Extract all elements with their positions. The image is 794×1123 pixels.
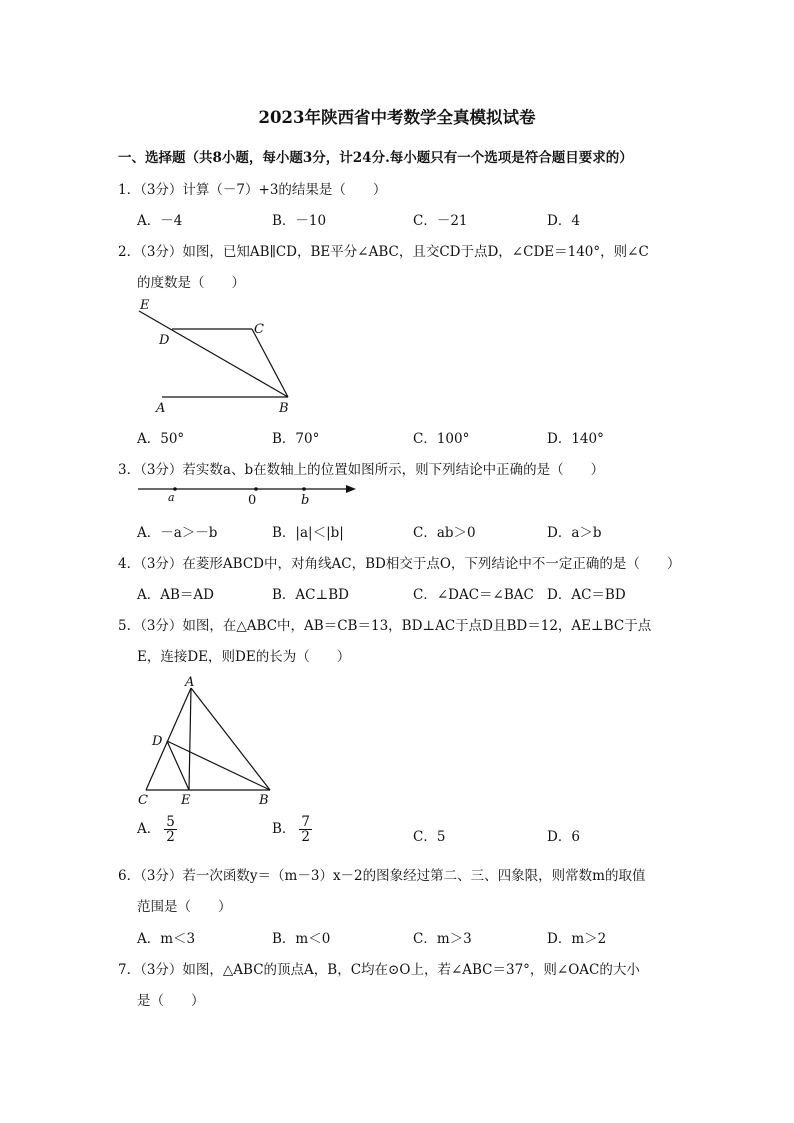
- q1-option-b: B．－10: [272, 213, 327, 229]
- q5-label-c: C: [138, 793, 148, 808]
- q3-option-a: A．－a＞－b: [137, 525, 218, 541]
- q2-label-a: A: [156, 401, 166, 416]
- q2-option-b: B．70°: [272, 431, 320, 447]
- q4-option-b: B．AC⊥BD: [272, 587, 349, 603]
- q6-option-c: C．m＞3: [413, 931, 472, 947]
- question-3-text: 3．（3分）若实数a、b在数轴上的位置如图所示，则下列结论中正确的是（ ）: [118, 462, 605, 478]
- q3-label-zero: 0: [248, 493, 257, 508]
- q5-segment-DE: [167, 741, 189, 790]
- q5-label-d: D: [152, 734, 163, 749]
- question-1-text: 1．（3分）计算（－7）+3的结果是（ ）: [118, 182, 387, 198]
- q5-option-b-numerator: 7: [301, 814, 311, 830]
- q5-option-a-denominator: 2: [166, 829, 175, 846]
- question-7-line-1: 7．（3分）如图，△ABC的顶点A，B，C均在⊙O上，若∠ABC＝37°，则∠OAC的大小: [118, 962, 640, 978]
- question-2-line-2: 的度数是（ ）: [137, 275, 245, 291]
- question-7-line-2: 是（ ）: [137, 993, 205, 1009]
- q1-option-c: C．－21: [413, 213, 468, 229]
- q4-option-d: D．AC＝BD: [547, 587, 626, 603]
- q6-option-b: B．m＜0: [272, 931, 331, 947]
- q3-option-c: C．ab＞0: [413, 525, 476, 541]
- q2-option-c: C．100°: [413, 431, 470, 447]
- question-5-line-1: 5．（3分）如图，在△ABC中，AB＝CB＝13，BD⊥AC于点D且BD＝12，AE⊥BC于点: [118, 618, 652, 634]
- q5-segment-AE: [189, 688, 191, 790]
- q3-option-d: D．a＞b: [547, 525, 602, 541]
- q5-option-a: [137, 815, 177, 844]
- q5-option-a-numerator: 5: [166, 814, 175, 830]
- q2-option-d: D．140°: [547, 431, 604, 447]
- question-2-line-1: 2．（3分）如图，已知AB∥CD，BE平分∠ABC，且交CD于点D，∠CDE＝140°，则∠C: [118, 244, 649, 260]
- q2-label-b: B: [279, 401, 289, 416]
- q5-option-b: [272, 815, 312, 844]
- q5-option-a-prefix: A．: [137, 821, 161, 838]
- q3-label-b: b: [301, 493, 310, 508]
- section-heading: 一、选择题（共8小题，每小题3分，计24分.每小题只有一个选项是符合题目要求的）: [118, 150, 633, 166]
- q1-option-a: A．－4: [137, 213, 183, 229]
- q5-label-b: B: [259, 793, 269, 808]
- page-title: 2023年陕西省中考数学全真模拟试卷: [258, 108, 536, 127]
- q5-segment-DB: [167, 741, 270, 790]
- q2-label-c: C: [254, 322, 264, 337]
- question-6-line-2: 范围是（ ）: [137, 899, 232, 915]
- q2-label-d: D: [159, 333, 170, 348]
- q5-option-b-prefix: B．: [272, 821, 296, 838]
- q5-option-d: D．6: [547, 829, 580, 845]
- q5-option-b-denominator: 2: [301, 829, 311, 846]
- q3-label-a: a: [168, 491, 175, 504]
- q3-option-b: B．|a|＜|b|: [272, 525, 344, 541]
- q2-option-a: A．50°: [137, 431, 185, 447]
- question-5-line-2: E，连接DE，则DE的长为（ ）: [137, 649, 351, 665]
- q4-option-c: C．∠DAC＝∠BAC: [413, 587, 534, 603]
- q6-option-d: D．m＞2: [547, 931, 607, 947]
- q5-label-a: A: [185, 675, 195, 690]
- q1-option-d: D．4: [547, 213, 580, 229]
- q2-label-e: E: [140, 298, 150, 313]
- q5-label-e: E: [181, 793, 191, 808]
- q5-option-b-fraction: [299, 815, 312, 844]
- q5-option-a-fraction: [164, 815, 177, 844]
- q5-option-c: C．5: [413, 829, 446, 845]
- q4-option-a: A．AB＝AD: [137, 587, 214, 603]
- q5-segment-AB: [191, 688, 270, 790]
- question-4-text: 4．（3分）在菱形ABCD中，对角线AC，BD相交于点O，下列结论中不一定正确的是（ ）: [118, 556, 681, 572]
- question-6-line-1: 6．（3分）若一次函数y＝（m－3）x－2的图象经过第二、三、四象限，则常数m的取值: [118, 868, 646, 884]
- q6-option-a: A．m＜3: [137, 931, 196, 947]
